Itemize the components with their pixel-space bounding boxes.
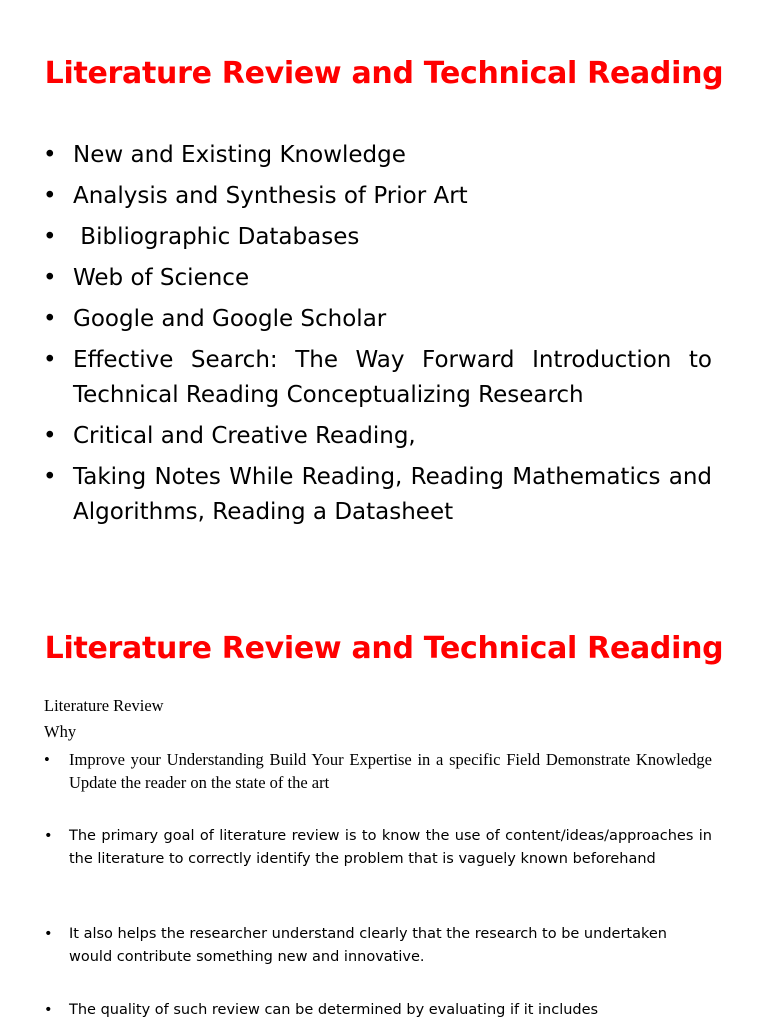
list-item: [44, 923, 712, 969]
bullet-icon: •: [44, 828, 53, 844]
list-item: [40, 302, 712, 337]
list-item: [44, 999, 712, 1022]
list-item: [40, 220, 712, 255]
list-item-text: Bibliographic Databases: [73, 224, 360, 250]
list-item-text: Effective Search: The Way Forward Introduction to Technical Reading Conceptualizing Research: [73, 347, 712, 408]
list-item: [44, 825, 712, 871]
list-item-text: Analysis and Synthesis of Prior Art: [73, 183, 468, 209]
section-label: Literature Review: [44, 696, 164, 715]
bullet-list: [44, 923, 712, 969]
list-item-text: Taking Notes While Reading, Reading Mathematics and Algorithms, Reading a Datasheet: [73, 464, 712, 525]
bullet-icon: •: [43, 464, 57, 490]
bullet-icon: •: [43, 306, 57, 332]
list-item: [44, 748, 712, 794]
bullet-list: [44, 999, 712, 1022]
list-item: [40, 460, 712, 530]
list-item: [40, 261, 712, 296]
bullet-list: [44, 748, 712, 794]
bullet-icon: •: [43, 224, 57, 250]
slide-title: Literature Review and Technical Reading: [44, 631, 724, 666]
list-item-text: The quality of such review can be determined by evaluating if it includes: [69, 1002, 599, 1018]
list-item: [40, 138, 712, 173]
list-item-text: New and Existing Knowledge: [73, 142, 406, 168]
bullet-icon: •: [44, 1002, 53, 1018]
list-item-text: It also helps the researcher understand clearly that the research to be undertaken would contribute something new and innovative.: [69, 926, 667, 965]
list-item: [40, 179, 712, 214]
list-item: [40, 419, 712, 454]
list-item-text: Google and Google Scholar: [73, 306, 387, 332]
section-sublabel: Why: [44, 722, 77, 741]
list-item-text: Critical and Creative Reading,: [73, 423, 416, 449]
bullet-icon: •: [44, 926, 53, 942]
list-item-text: Web of Science: [73, 265, 250, 291]
bullet-icon: •: [43, 183, 57, 209]
bullet-icon: •: [43, 423, 57, 449]
bullet-icon: •: [43, 265, 57, 291]
bullet-icon: •: [43, 347, 57, 373]
bullet-icon: •: [43, 142, 57, 168]
bullet-list: [44, 825, 712, 871]
list-item: [40, 343, 712, 413]
slide-title: Literature Review and Technical Reading: [44, 56, 724, 91]
list-item-text: Improve your Understanding Build Your Expertise in a specific Field Demonstrate Knowledge Update the reader on the state of the art: [69, 750, 712, 792]
bullet-list: [40, 138, 712, 536]
list-item-text: The primary goal of literature review is to know the use of content/ideas/approaches in the literature to correctly identify the problem that is vaguely known beforehand: [69, 828, 712, 867]
bullet-icon: •: [44, 750, 50, 769]
